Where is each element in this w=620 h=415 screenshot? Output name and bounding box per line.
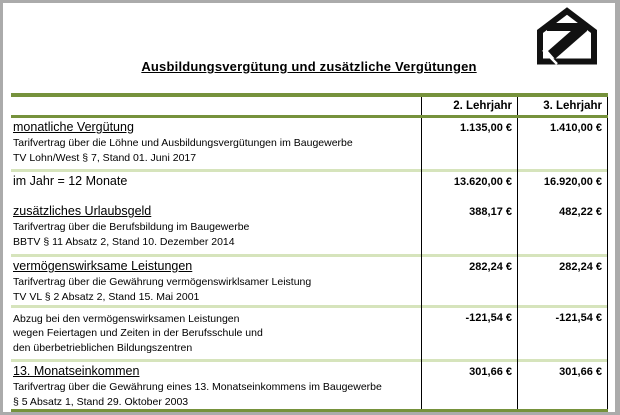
section-note: § 5 Absatz 1, Stand 29. Oktober 2003 bbox=[13, 395, 189, 408]
baugewerbe-house-logo-icon bbox=[535, 7, 599, 65]
section-title: Abzug bei den vermögenswirksamen Leistungen bbox=[13, 313, 240, 325]
section-label-cell bbox=[11, 362, 421, 409]
section-13-monatseinkommen bbox=[11, 362, 608, 409]
value-3-lehrjahr: 16.920,00 € bbox=[517, 172, 608, 190]
section-note: BBTV § 11 Absatz 2, Stand 10. Dezember 2014 bbox=[13, 235, 235, 248]
section-label-cell bbox=[11, 257, 421, 305]
section-monatliche-verguetung bbox=[11, 118, 608, 169]
section-title: vermögenswirksame Leistungen bbox=[13, 259, 193, 273]
row-spacer bbox=[11, 190, 608, 202]
section-title: monatliche Vergütung bbox=[13, 120, 134, 134]
section-note: Tarifvertrag über die Gewährung vermögenswirklsamer Leistung bbox=[13, 276, 312, 288]
section-note: wegen Feiertagen und Zeiten in der Berufsschule und bbox=[13, 327, 263, 339]
section-label-cell bbox=[11, 202, 421, 254]
section-note: TV VL § 2 Absatz 2, Stand 15. Mai 2001 bbox=[13, 290, 200, 303]
section-label-cell bbox=[11, 172, 421, 190]
value-3-lehrjahr: 301,66 € bbox=[517, 362, 608, 409]
section-note: den überbetrieblichen Bildungszentren bbox=[13, 341, 193, 354]
header-empty-cell bbox=[11, 97, 421, 115]
section-abzug bbox=[11, 308, 608, 359]
value-3-lehrjahr: 482,22 € bbox=[517, 202, 608, 254]
section-label-cell bbox=[11, 308, 421, 359]
value-3-lehrjahr: 1.410,00 € bbox=[517, 118, 608, 169]
value-3-lehrjahr: 282,24 € bbox=[517, 257, 608, 305]
section-vermoegenswirksame-leistungen bbox=[11, 257, 608, 305]
remuneration-table bbox=[11, 93, 608, 414]
section-note: TV Lohn/West § 7, Stand 01. Juni 2017 bbox=[13, 151, 197, 164]
section-note: Tarifvertrag über die Gewährung eines 13. Monatseinkommens im Baugewerbe bbox=[13, 381, 382, 393]
page-title: Ausbildungsvergütung und zusätzliche Vergütungen bbox=[141, 59, 477, 74]
value-2-lehrjahr: 13.620,00 € bbox=[421, 172, 517, 190]
section-label-cell bbox=[11, 118, 421, 169]
value-2-lehrjahr: 388,17 € bbox=[421, 202, 517, 254]
value-2-lehrjahr: 1.135,00 € bbox=[421, 118, 517, 169]
section-title: zusätzliches Urlaubsgeld bbox=[13, 204, 152, 218]
value-3-lehrjahr: -121,54 € bbox=[517, 308, 608, 359]
value-2-lehrjahr: 282,24 € bbox=[421, 257, 517, 305]
section-title: 13. Monatseinkommen bbox=[13, 364, 140, 378]
header-col-3-lehrjahr: 3. Lehrjahr bbox=[517, 97, 608, 115]
section-note: Tarifvertrag über die Berufsbildung im Baugewerbe bbox=[13, 221, 250, 233]
section-note: Tarifvertrag über die Löhne und Ausbildungsvergütungen im Baugewerbe bbox=[13, 137, 353, 149]
table-bottom-rule bbox=[11, 409, 608, 414]
section-im-jahr bbox=[11, 172, 608, 190]
value-2-lehrjahr: -121,54 € bbox=[421, 308, 517, 359]
value-2-lehrjahr: 301,66 € bbox=[421, 362, 517, 409]
section-title: im Jahr = 12 Monate bbox=[13, 174, 128, 188]
table-header-row bbox=[11, 97, 608, 115]
section-urlaubsgeld bbox=[11, 202, 608, 254]
header-col-2-lehrjahr: 2. Lehrjahr bbox=[421, 97, 517, 115]
